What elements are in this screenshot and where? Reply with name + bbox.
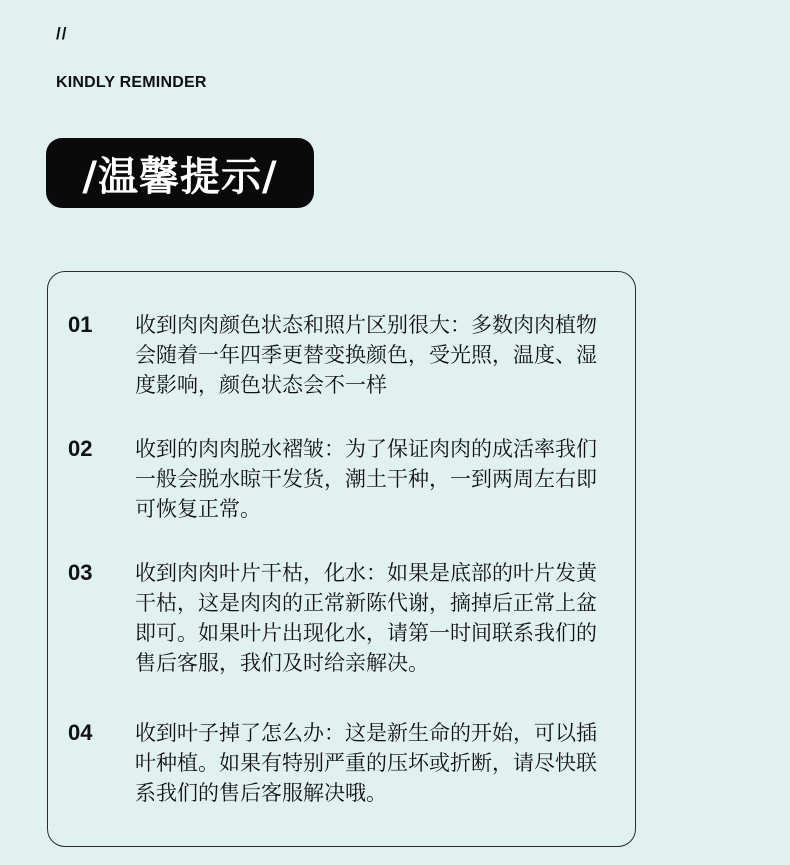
reminder-number: 02: [68, 436, 93, 461]
reminder-text: 收到叶子掉了怎么办：这是新生命的开始，可以插叶种植。如果有特别严重的压坏或折断，请尽快联系我们的售后客服解决哦。: [135, 721, 597, 805]
reminder-text: 收到肉肉叶片干枯，化水：如果是底部的叶片发黄干枯，这是肉肉的正常新陈代谢，摘掉后正常上盆即可。如果叶片出现化水，请第一时间联系我们的售后客服，我们及时给亲解决。: [135, 561, 597, 675]
subtitle: KINDLY REMINDER: [56, 74, 207, 91]
page-title: /温馨提示/: [82, 153, 278, 200]
title-badge: [46, 138, 314, 208]
reminder-number: 01: [68, 312, 93, 337]
reminder-card: [47, 271, 636, 847]
reminder-number: 04: [68, 720, 93, 745]
decorative-slashes: //: [56, 24, 68, 43]
reminder-text: 收到的肉肉脱水褶皱：为了保证肉肉的成活率我们一般会脱水晾干发货，潮土干种，一到两周左右即可恢复正常。: [135, 437, 597, 521]
reminder-number: 03: [68, 560, 93, 585]
reminder-text: 收到肉肉颜色状态和照片区别很大：多数肉肉植物会随着一年四季更替变换颜色，受光照，温度、湿度影响，颜色状态会不一样: [135, 313, 597, 397]
